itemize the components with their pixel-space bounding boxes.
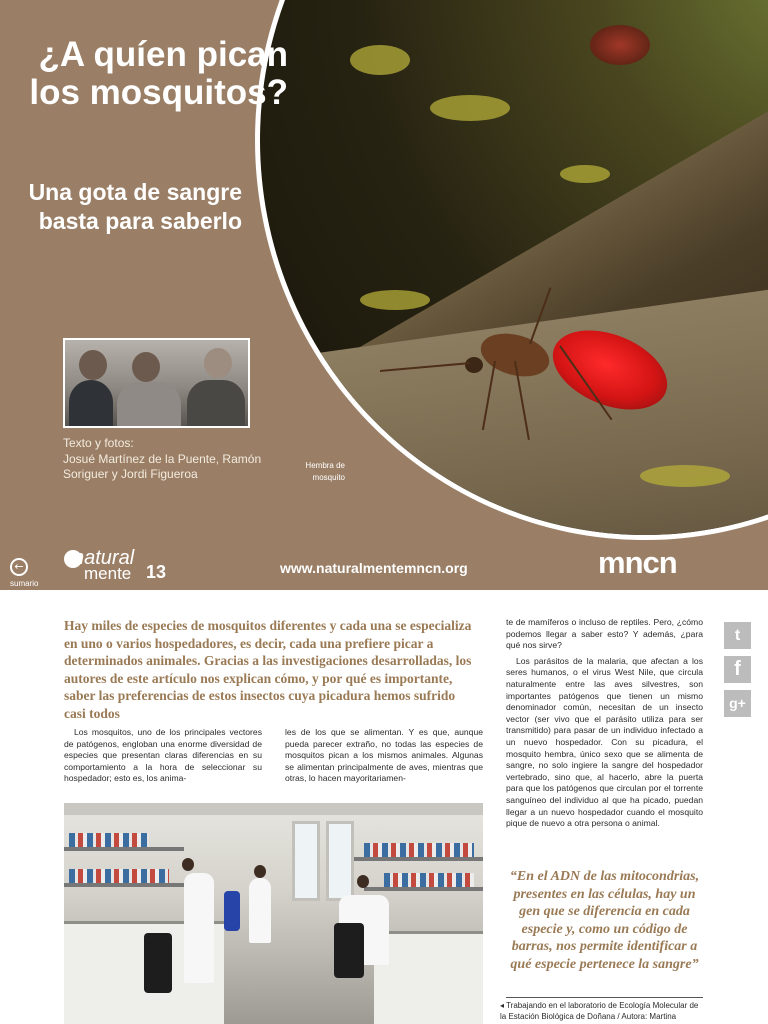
paragraph: te de mamíferos o incluso de reptiles. Pero, ¿cómo podemos llegar a saber esto? Y además, ¿para qué nos sirve? xyxy=(506,617,703,651)
divider xyxy=(506,997,703,998)
website-link[interactable]: www.naturalmentemncn.org xyxy=(280,560,468,576)
back-to-index-link[interactable]: sumario xyxy=(10,579,39,588)
body-column-2: les de los que se alimentan. Y es que, aunque pueda parecer extraño, no todas las especies de mosquitos pican a los mismos animales. Algunas se alimentan principalmente de aves, mientras que otras, lo hacen mayoritariamen- xyxy=(285,727,483,784)
authors-photo xyxy=(63,338,250,428)
photo-caption: Hembra de mosquito xyxy=(305,461,345,482)
facebook-share-icon[interactable]: f xyxy=(724,656,751,683)
mosquito-photo xyxy=(255,0,768,540)
naturalmente-logo: natural mente xyxy=(64,547,144,585)
googleplus-share-icon[interactable]: g+ xyxy=(724,690,751,717)
mncn-logo: mncn xyxy=(598,545,677,580)
article-subtitle: Una gota de sangre basta para saberlo xyxy=(28,179,242,234)
pull-quote: “En el ADN de las mitocondrias, presentes en las células, hay un gen que se diferencia en cada especie y, como un código de barras, nos permite identificar a qué especie pertenece la sangre” xyxy=(509,869,700,972)
twitter-share-icon[interactable]: t xyxy=(724,622,751,649)
article-lead: Hay miles de especies de mosquitos diferentes y cada una se especializa en uno o varios hospedadores, es decir, cada una prefiere picar a determinados animales. Gracias a las investigaciones desarrolladas, los autores de este artículo nos explican cómo, y por qué es importante, saber las preferencias de estos insectos cuya picadura hemos sufrido casi todos xyxy=(64,618,472,721)
credits-label: Texto y fotos: xyxy=(63,436,134,450)
lab-photo-caption: ◂ Trabajando en el laboratorio de Ecología Molecular de la Estación Biológica de Doñana / Autora: Martina xyxy=(500,1001,699,1021)
back-arrow-icon[interactable]: ← xyxy=(10,558,28,576)
paragraph: Los parásitos de la malaria, que afectan a los seres humanos, o el virus West Nile, que circula naturalmente entre las aves silvestres, son importantes patógenos que tienen un mismo denominador común, necesitan de un insecto vector (ser vivo que el parásito utiliza para ser transmitido) para pasar de un individuo infectado a un nuevo hospedador. Con su picadura, el mosquito hembra, único sexo que se alimenta de sangre, no solo ingiere la sangre del hospedador vertebrado, sino que, al hacerlo, abre la puerta para que los patógenos que circulan por el torrente sanguíneo del individuo al que ha picado, puedan llegar a un nuevo hospedador cuando el mosquito pique de nuevo a otra persona o animal. xyxy=(506,655,703,829)
issue-number: 13 xyxy=(146,562,167,582)
body-column-1: Los mosquitos, uno de los principales vectores de patógenos, engloban una enorme diversidad de especies que presentan claras diferencias en su comportamiento a la hora de seleccionar su hospedador; esto es, los anima- xyxy=(64,727,262,784)
article-title: ¿A quíen pican los mosquitos? xyxy=(29,35,288,112)
body-column-3 xyxy=(506,617,703,834)
laboratory-photo xyxy=(64,803,483,1024)
credits-names: Josué Martínez de la Puente, Ramón Soriguer y Jordi Figueroa xyxy=(63,452,262,481)
